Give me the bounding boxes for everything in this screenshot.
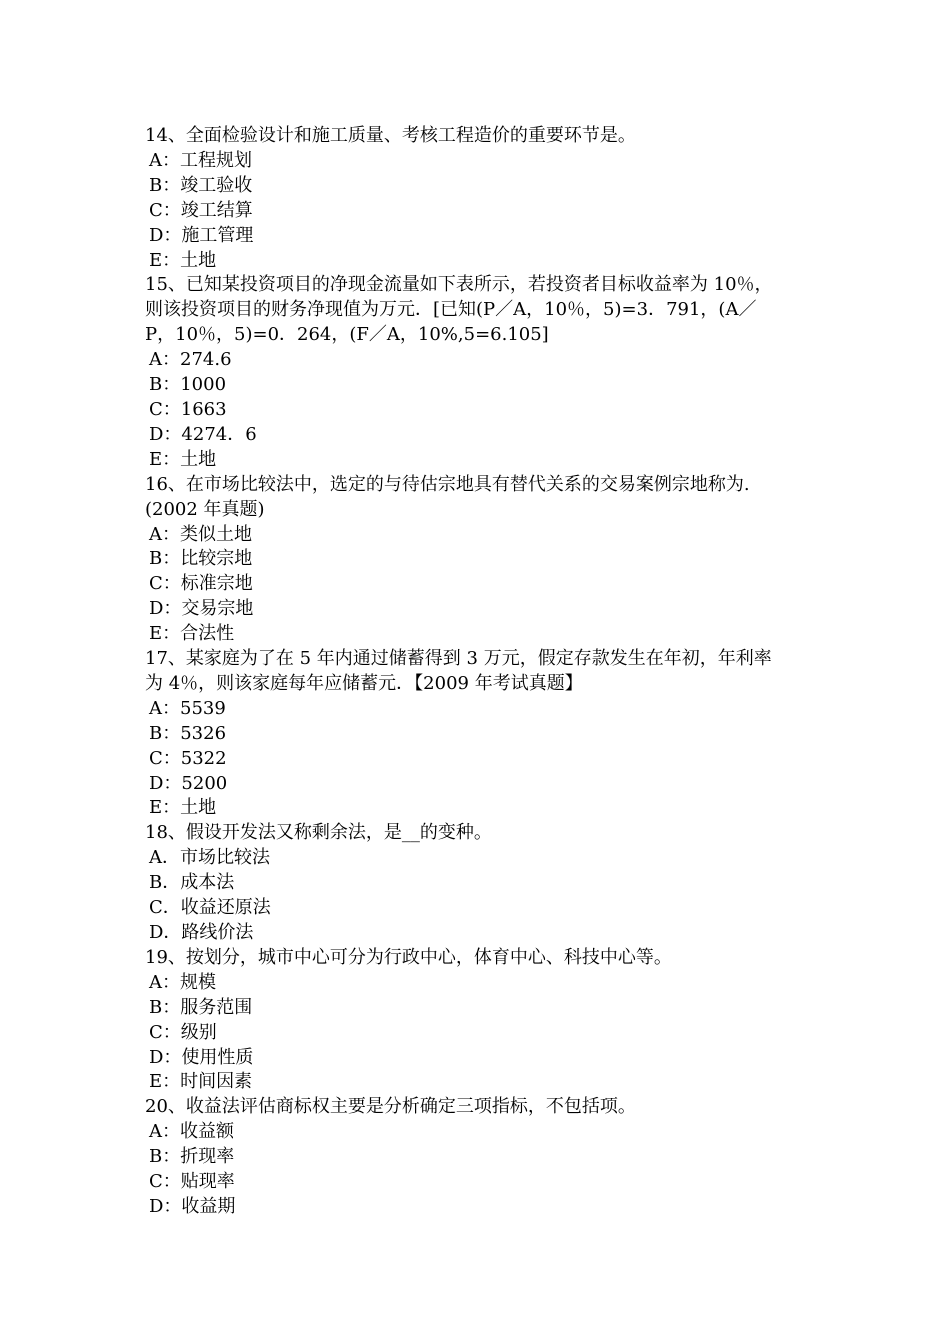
question-19 <box>145 946 815 1095</box>
question-text: 则该投资项目的财务净现值为万元．[已知(P／A，10％，5)=3．791，(A／ <box>145 299 757 321</box>
question-text: 17、某家庭为了在 5 年内通过储蓄得到 3 万元，假定存款发生在年初，年利率 <box>145 648 772 670</box>
option-a: A：类似土地 <box>149 523 252 545</box>
question-15 <box>145 273 815 472</box>
option-e: E：合法性 <box>149 623 235 645</box>
option-c: C：级别 <box>149 1021 217 1043</box>
option-d: D：施工管理 <box>149 224 254 246</box>
option-d: D：交易宗地 <box>149 598 254 620</box>
question-text: 15、已知某投资项目的净现金流量如下表所示，若投资者目标收益率为 10％， <box>145 274 773 296</box>
question-text: (2002 年真题) <box>145 498 265 520</box>
option-d: D．路线价法 <box>149 922 254 943</box>
option-d: D：收益期 <box>149 1195 236 1217</box>
option-c: C：竣工结算 <box>149 199 253 221</box>
option-e: E：土地 <box>149 797 217 819</box>
option-c: C：标准宗地 <box>149 573 253 595</box>
question-14 <box>145 124 815 273</box>
option-a: A：5539 <box>149 697 226 719</box>
option-d: D：使用性质 <box>149 1046 254 1068</box>
question-text: 20、收益法评估商标权主要是分析确定三项指标，不包括项。 <box>145 1096 636 1118</box>
option-c: C：贴现率 <box>149 1171 235 1193</box>
question-text: P，10％，5)=0．264，(F／A，10%,5=6.105] <box>145 324 549 346</box>
option-c: C：5322 <box>149 747 227 769</box>
option-b: B：竣工验收 <box>149 174 253 196</box>
question-text: 19、按划分，城市中心可分为行政中心，体育中心、科技中心等。 <box>145 946 672 968</box>
option-e: E：时间因素 <box>149 1071 253 1093</box>
option-a: A：274.6 <box>149 349 232 371</box>
document-page <box>145 124 815 1220</box>
question-text: 16、在市场比较法中，选定的与待估宗地具有替代关系的交易案例宗地称为. <box>145 473 750 495</box>
option-a: A．市场比较法 <box>149 847 270 869</box>
question-20 <box>145 1095 815 1220</box>
option-e: E：土地 <box>149 448 217 470</box>
option-b: B：5326 <box>149 722 227 744</box>
question-18 <box>145 821 815 946</box>
option-a: A：工程规划 <box>149 149 252 171</box>
question-16 <box>145 473 815 647</box>
option-d: D：4274．6 <box>149 423 257 445</box>
question-text: 为 4％，则该家庭每年应储蓄元．【2009 年考试真题】 <box>145 672 583 694</box>
option-e: E：土地 <box>149 249 217 271</box>
option-b: B．成本法 <box>149 872 235 894</box>
option-c: C．收益还原法 <box>149 897 271 919</box>
question-text: 18、假设开发法又称剩余法，是__的变种。 <box>145 822 492 844</box>
option-b: B：折现率 <box>149 1146 235 1168</box>
option-d: D：5200 <box>149 772 228 794</box>
option-c: C：1663 <box>149 398 227 420</box>
question-text: 14、全面检验设计和施工质量、考核工程造价的重要环节是。 <box>145 125 636 146</box>
option-b: B：比较宗地 <box>149 548 253 570</box>
option-b: B：服务范围 <box>149 996 253 1018</box>
option-b: B：1000 <box>149 374 227 396</box>
option-a: A：规模 <box>149 971 216 993</box>
option-a: A：收益额 <box>149 1121 234 1143</box>
question-17 <box>145 647 815 821</box>
